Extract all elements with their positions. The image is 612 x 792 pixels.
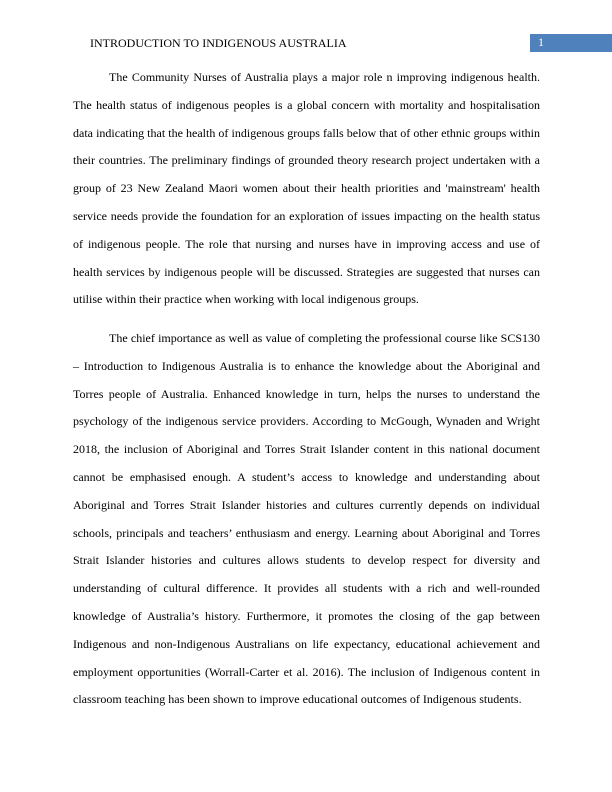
page-header-title: INTRODUCTION TO INDIGENOUS AUSTRALIA [90,36,347,50]
body-paragraph-1: The Community Nurses of Australia plays a major role n improving indigenous health. The health status of indigenous peoples is a global concern with mortality and hospitalisation data indicating that the health of indigenous groups falls below that of other ethnic groups within their countries. The preliminary findings of grounded theory research project undertaken with a group of 23 New Zealand Maori women about their health priorities and 'mainstream' health service needs provide the foundation for an exploration of issues impacting on the health status of indigenous people. The role that nursing and nurses have in improving access and use of health services by indigenous people will be discussed. Strategies are suggested that nurses can utilise within their practice when working with local indigenous groups. [73,70,540,307]
page-number: 1 [538,35,544,49]
page-number-badge [530,34,612,52]
body-paragraph-2: The chief importance as well as value of completing the professional course like SCS130 – Introduction to Indigenous Australia is to enhance the knowledge about the Aboriginal and Torres people of Australia. Enhanced knowledge in turn, helps the nurses to understand the psychology of the indigenous service providers. According to McGough, Wynaden and Wright 2018, the inclusion of Aboriginal and Torres Strait Islander content in this national document cannot be emphasised enough. A student’s access to knowledge and understanding about Aboriginal and Torres Strait Islander histories and cultures currently depends on individual schools, principals and teachers’ enthusiasm and energy. Learning about Aboriginal and Torres Strait Islander histories and cultures allows students to develop respect for diversity and understanding of cultural difference. It provides all students with a rich and well-rounded knowledge of Australia’s history. Furthermore, it promotes the closing of the gap between Indigenous and non-Indigenous Australians on life expectancy, educational achievement and employment opportunities (Worrall-Carter et al. 2016). The inclusion of Indigenous content in classroom teaching has been shown to improve educational outcomes of Indigenous students. [73,331,540,707]
